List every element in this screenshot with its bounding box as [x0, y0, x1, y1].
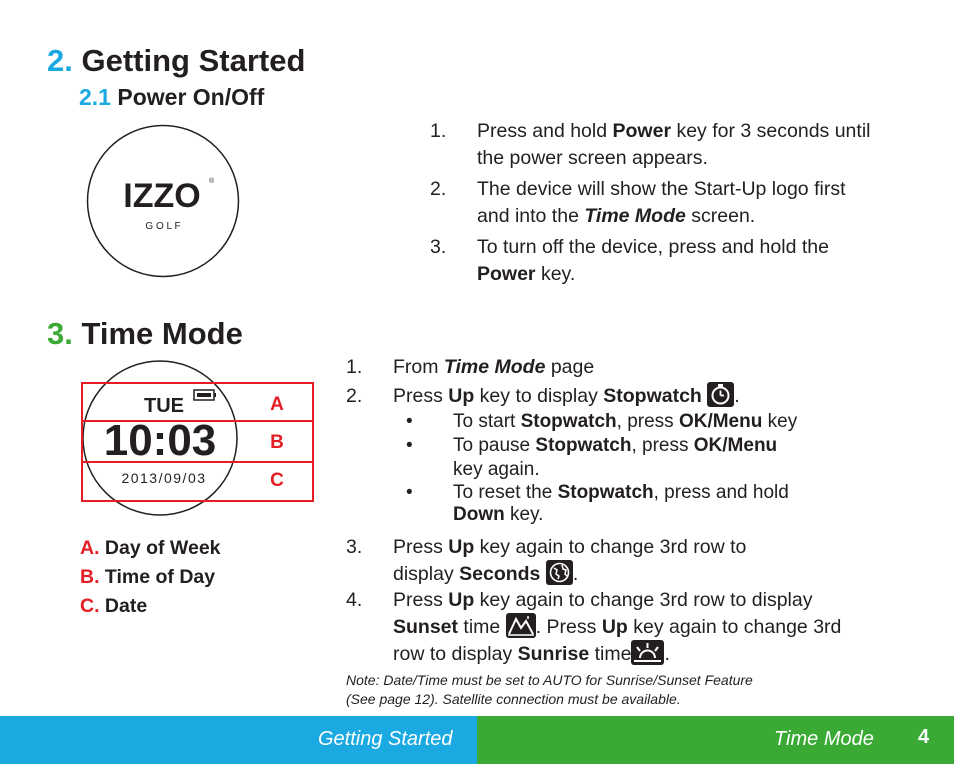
seconds-globe-icon: [546, 560, 573, 585]
label-c: C: [270, 470, 284, 491]
power-step-2: 2. The device will show the Start-Up logo first and into the Time Mode screen.: [430, 178, 846, 227]
watch-day: TUE: [144, 395, 184, 417]
section-3-title: Time Mode: [81, 316, 243, 351]
watch-date: 2013/09/03: [121, 470, 207, 486]
legend-item-c: C. Date: [80, 595, 148, 617]
legend-item-b: B. Time of Day: [80, 566, 216, 588]
time-mode-watch-diagram: [80, 358, 315, 518]
power-steps: [430, 118, 930, 292]
sunrise-icon: [631, 640, 664, 665]
section-2-title: Getting Started: [81, 43, 306, 78]
section-2-heading: [47, 43, 305, 79]
note: Note: Date/Time must be set to AUTO for Sunrise/Sunset Feature (See page 12). Satellite connection must be available.: [346, 672, 753, 707]
legend-item-a: A. Day of Week: [80, 537, 221, 559]
startup-logo-watch: [86, 124, 240, 278]
stopwatch-icon: [707, 382, 734, 407]
power-step-3: 3. To turn off the device, press and hold the Power key.: [430, 236, 829, 285]
sunset-icon: [506, 613, 536, 638]
section-2-1-title: Power On/Off: [117, 84, 265, 110]
footer-left-bar: [0, 716, 477, 764]
power-step-1: 1. Press and hold Power key for 3 seconds until the power screen appears.: [430, 120, 871, 169]
footer-section-label: Getting Started: [318, 728, 453, 750]
logo-sub: G O L F: [145, 221, 181, 232]
footer-page-label: Time Mode: [774, 728, 874, 750]
time-mode-steps: 1. From Time Mode page 2. Press Up key to display Stopwatch . • To start Stopwatch, press OK/Menu key • To pause Stopwatch, press OK/Menu key again. • To reset the Stopwatch, press and hold Down key. 3. Press Up key again to change 3rd row to display Seconds . 4. Press Up key again to change 3rd row to display Sunset time . Press Up key again to change 3rd row to display Sunrise time .: [346, 356, 842, 665]
label-b: B: [270, 432, 284, 453]
section-2-1-heading: [79, 84, 264, 111]
section-3-number: 3.: [47, 316, 73, 351]
label-a: A: [270, 394, 284, 415]
section-2-1-number: 2.1: [79, 84, 111, 110]
page-number: 4: [918, 726, 930, 748]
svg-text:®: ®: [209, 178, 215, 185]
watch-time: 10:03: [103, 416, 217, 465]
footer-right-bar: [477, 716, 954, 764]
logo-brand: IZZO: [123, 177, 201, 215]
watch-legend: [80, 534, 221, 621]
section-3-heading: [47, 316, 243, 352]
section-2-number: 2.: [47, 43, 73, 78]
